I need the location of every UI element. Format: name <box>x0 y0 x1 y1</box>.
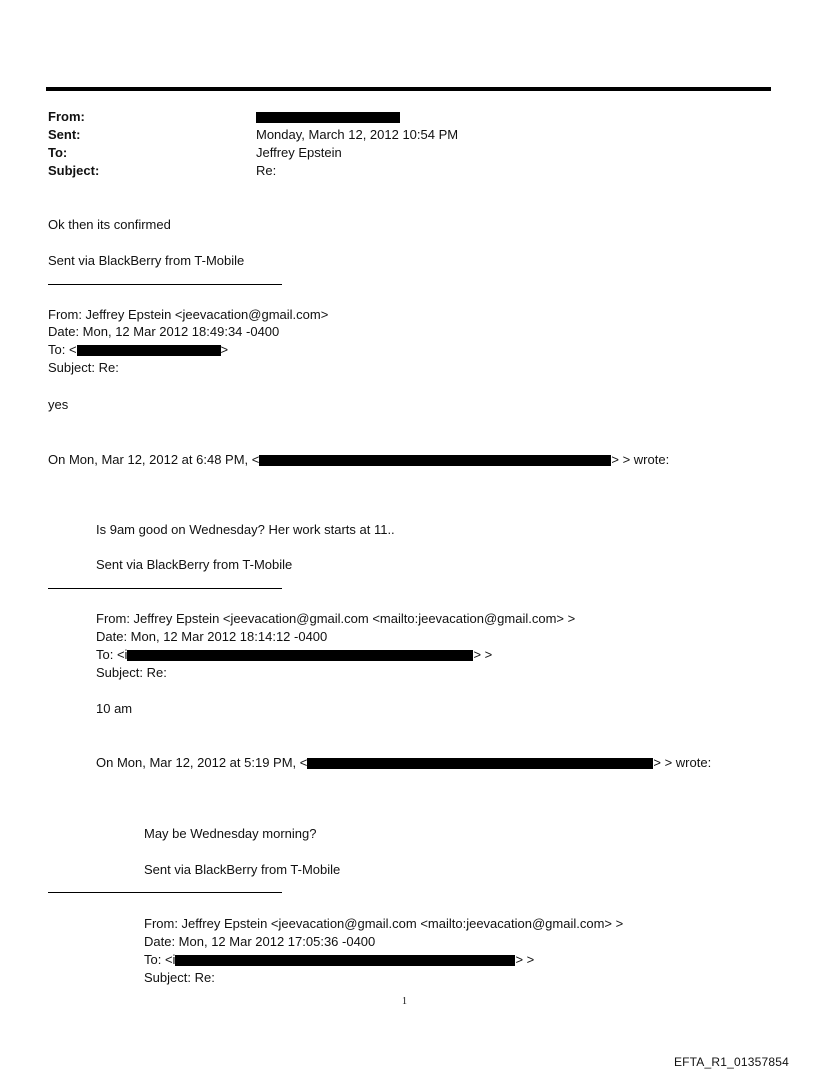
quoted-from: From: Jeffrey Epstein <jeevacation@gmail.com> <box>48 307 329 322</box>
quoted-to: To: <i > > <box>144 952 535 967</box>
quoted-to: To: <i > > <box>96 647 493 662</box>
separator-rule <box>48 588 282 589</box>
message-body: May be Wednesday morning? <box>144 826 317 841</box>
wrote-line: On Mon, Mar 12, 2012 at 5:19 PM, < > > wrote: <box>96 755 712 770</box>
quoted-from: From: Jeffrey Epstein <jeevacation@gmail.com <mailto:jeevacation@gmail.com> > <box>96 611 576 626</box>
quoted-subject: Subject: Re: <box>96 665 167 680</box>
message-body: Ok then its confirmed <box>48 217 171 232</box>
message-body: yes <box>48 397 69 412</box>
to-label: To: <box>48 145 68 160</box>
separator-rule <box>48 284 282 285</box>
message-body: 10 am <box>96 701 133 716</box>
quoted-date: Date: Mon, 12 Mar 2012 18:14:12 -0400 <box>96 629 328 644</box>
from-value-redacted <box>256 108 400 126</box>
quoted-from: From: Jeffrey Epstein <jeevacation@gmail.com <mailto:jeevacation@gmail.com> > <box>144 916 624 931</box>
redaction-bar <box>77 345 221 356</box>
bates-number: EFTA_R1_01357854 <box>673 1055 789 1069</box>
sent-value: Monday, March 12, 2012 10:54 PM <box>256 127 459 142</box>
subject-label: Subject: <box>48 163 100 178</box>
quoted-date: Date: Mon, 12 Mar 2012 18:49:34 -0400 <box>48 324 280 339</box>
message-body: Is 9am good on Wednesday? Her work starts at 11.. <box>96 522 395 537</box>
from-label: From: <box>48 109 85 124</box>
quoted-subject: Subject: Re: <box>144 970 215 985</box>
signature: Sent via BlackBerry from T-Mobile <box>96 557 293 572</box>
header-rule <box>46 87 771 91</box>
redaction-bar <box>307 758 653 769</box>
to-value: Jeffrey Epstein <box>256 145 342 160</box>
signature: Sent via BlackBerry from T-Mobile <box>48 253 245 268</box>
page-number: 1 <box>402 996 407 1007</box>
redaction-bar <box>259 455 611 466</box>
wrote-line: On Mon, Mar 12, 2012 at 6:48 PM, < > > wrote: <box>48 452 670 467</box>
redaction-bar <box>175 955 515 966</box>
redaction-bar <box>256 112 400 123</box>
separator-rule <box>48 892 282 893</box>
subject-value: Re: <box>256 163 277 178</box>
quoted-to: To: < > <box>48 342 229 357</box>
sent-label: Sent: <box>48 127 81 142</box>
signature: Sent via BlackBerry from T-Mobile <box>144 862 341 877</box>
redaction-bar <box>127 650 473 661</box>
quoted-subject: Subject: Re: <box>48 360 119 375</box>
quoted-date: Date: Mon, 12 Mar 2012 17:05:36 -0400 <box>144 934 376 949</box>
